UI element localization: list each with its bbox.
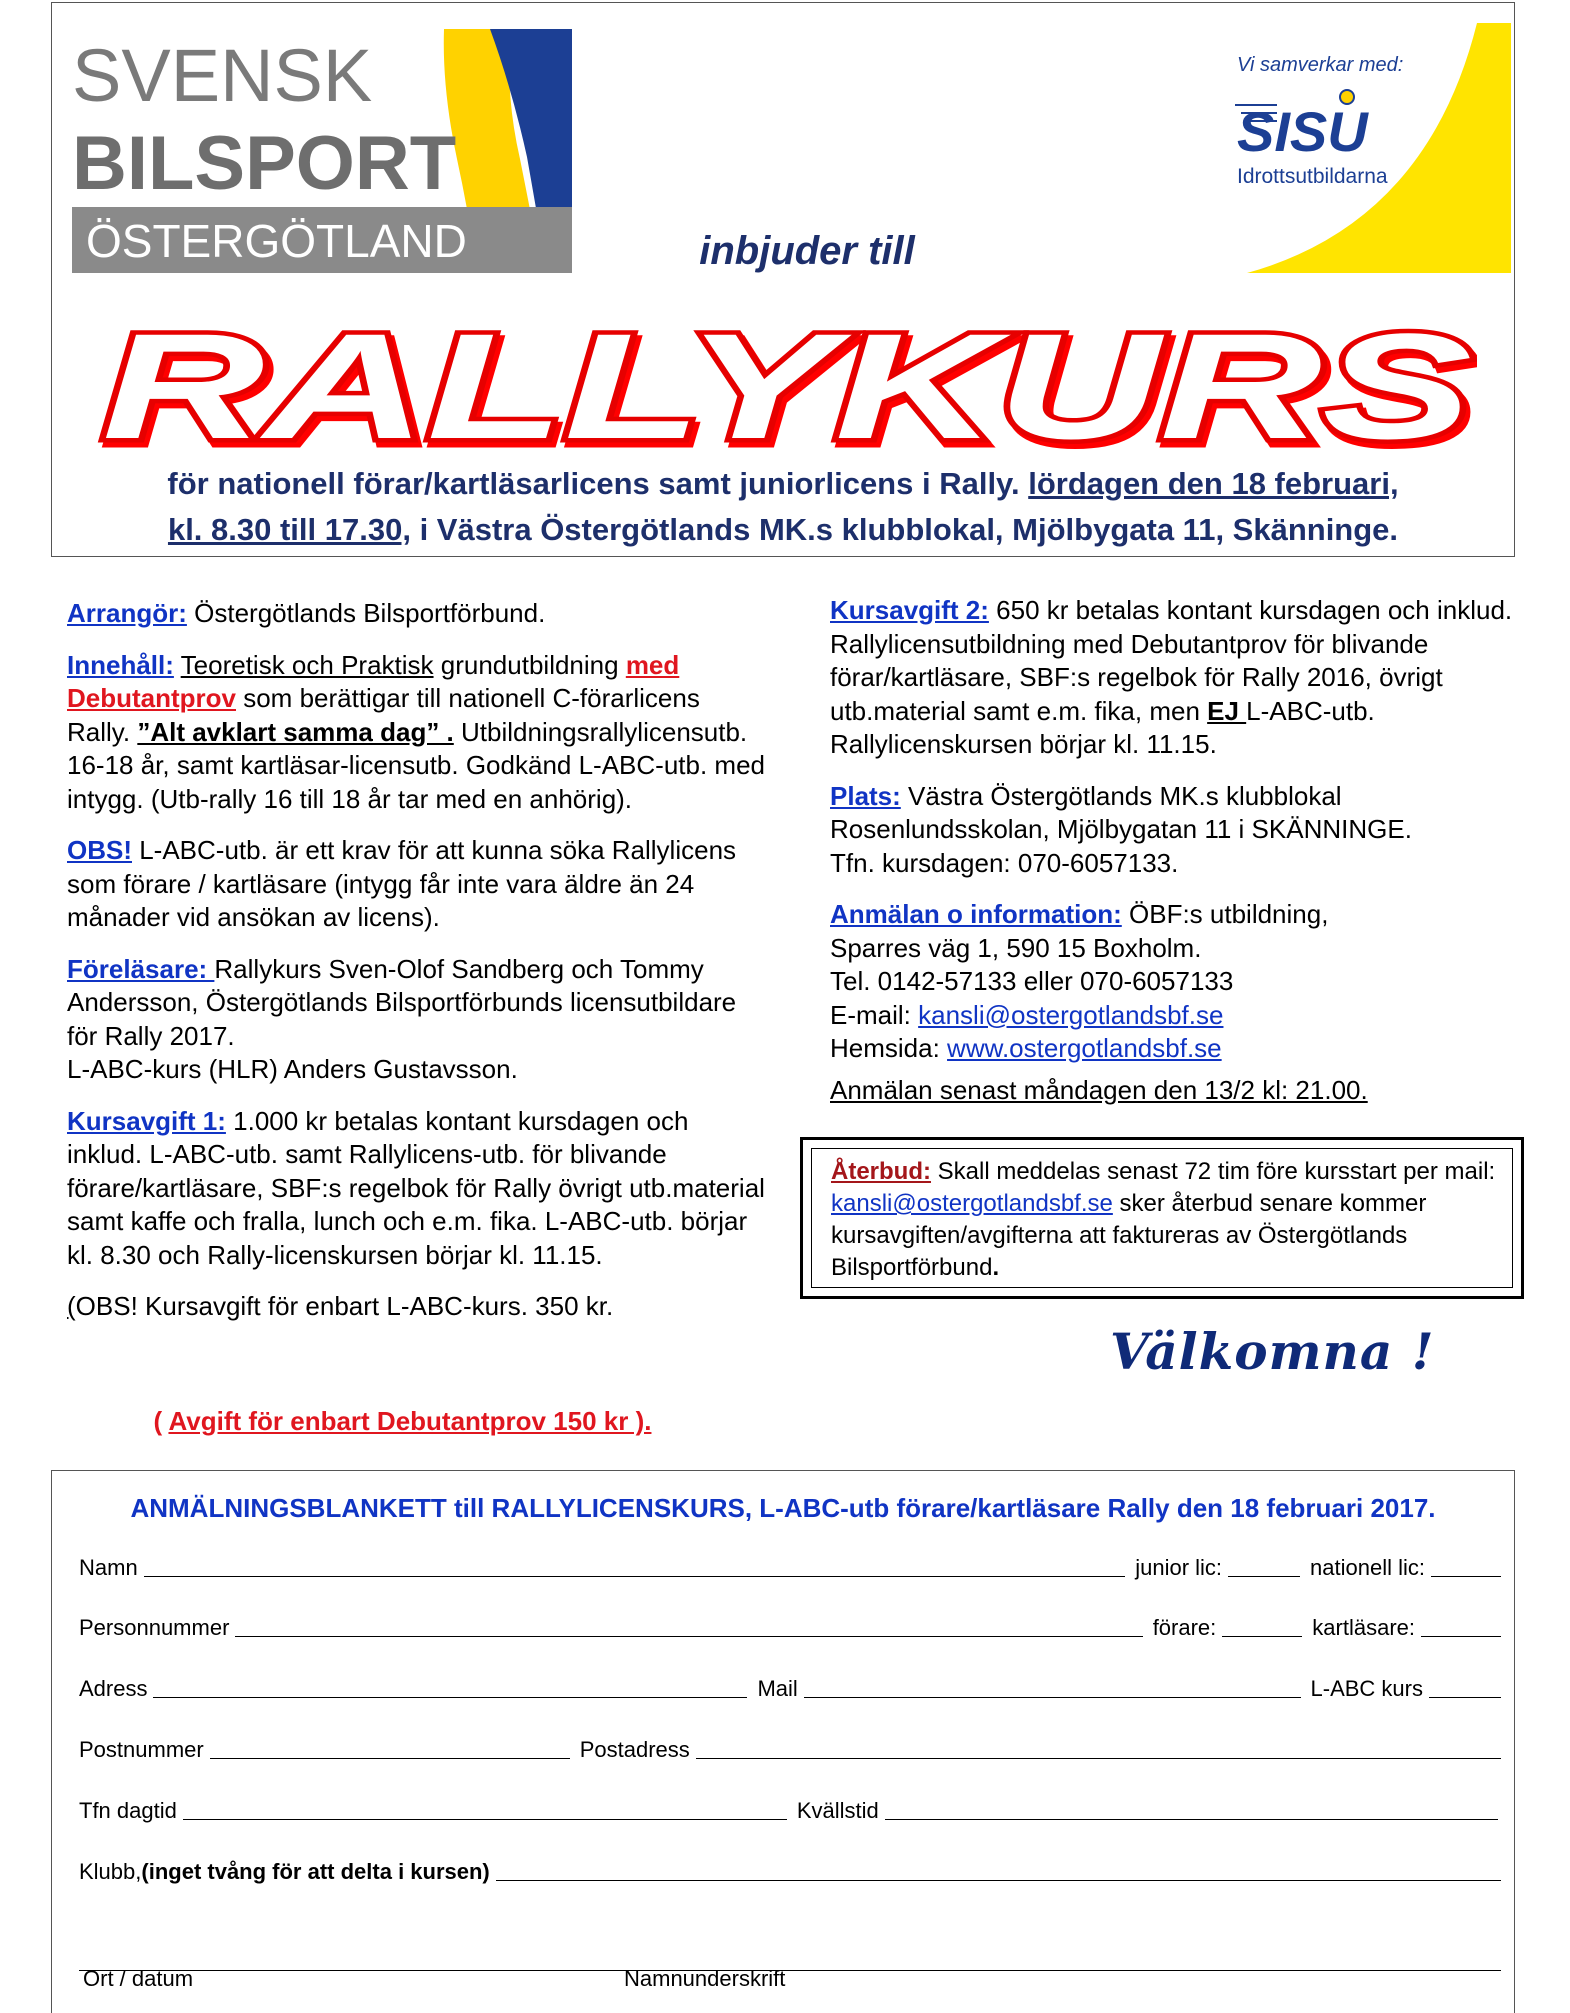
- forelasare-label: Föreläsare:: [67, 953, 215, 984]
- tfn-dagtid-label: Tfn dagtid: [79, 1798, 177, 1823]
- email-link[interactable]: kansli@ostergotlandsbf.se: [918, 999, 1224, 1030]
- innehall-paragraph: [67, 649, 767, 817]
- email-label: E-mail:: [830, 999, 919, 1030]
- kursavgift-1-label: Kursavgift 1:: [67, 1105, 226, 1136]
- forelasare-paragraph: [67, 953, 767, 1087]
- klubb-label: Klubb,: [79, 1859, 142, 1884]
- logo-word-bilsport: BILSPORT: [72, 121, 457, 206]
- forelasare-text-2: L-ABC-kurs (HLR) Anders Gustavsson.: [67, 1054, 518, 1084]
- nationell-lic-label: nationell lic:: [1310, 1555, 1425, 1580]
- debutantprov-fee-note-text: Avgift för enbart Debutantprov 150 kr ).: [168, 1406, 652, 1436]
- kartlasare-label: kartläsare:: [1312, 1615, 1415, 1640]
- plats-phone: Tfn. kursdagen: 070-6057133.: [830, 847, 1179, 878]
- logo-word-svensk: SVENSK: [72, 34, 373, 117]
- labc-kurs-field[interactable]: [1429, 1697, 1501, 1698]
- right-column: [830, 594, 1520, 1125]
- website-label: Hemsida:: [830, 1033, 948, 1063]
- course-time: kl. 8.30 till 17.30,: [167, 512, 411, 547]
- obs-2-paren: (: [67, 1291, 76, 1321]
- klubb-field[interactable]: [496, 1880, 1501, 1881]
- innehall-text-2: som berättigar till nationell C-förarlicens Rally.: [67, 683, 700, 747]
- sisu-brand: SISU: [1237, 100, 1368, 163]
- innehall-text-1: grundutbildning: [433, 649, 626, 680]
- course-location: i Västra Östergötlands MK.s klubblokal, Mjölbygata 11, Skänninge.: [410, 512, 1399, 547]
- form-row-signature-labels: [83, 1966, 1501, 1992]
- innehall-text-3: Utbildningsrallylicensutb. 16-18 år, samt kartläsar-licensutb. Godkänd L-ABC-utb. med intygg. (Utb-rally 16 till 18 år tar med en anhörig).: [67, 716, 765, 814]
- header-line-1-a: för nationell förar/kartläsarlicens samt juniorlicens i Rally.: [167, 466, 1029, 501]
- cancellation-label: Återbud:: [831, 1158, 931, 1185]
- plats-text: Västra Östergötlands MK.s klubblokal Rosenlundsskolan, Mjölbygatan 11 i SKÄNNINGE.: [830, 780, 1412, 844]
- registration-deadline: Anmälan senast måndagen den 13/2 kl: 21.00.: [830, 1074, 1368, 1105]
- plats-paragraph: [830, 780, 1520, 881]
- junior-lic-label: junior lic:: [1135, 1555, 1223, 1580]
- kursavgift-2-label: Kursavgift 2:: [830, 595, 989, 625]
- cancellation-text-1: Skall meddelas senast 72 tim före kursstart per mail:: [930, 1158, 1496, 1185]
- namnunderskrift-label: Namnunderskrift: [624, 1966, 786, 1991]
- sisu-caption: Vi samverkar med:: [1237, 54, 1404, 76]
- kursavgift-2-text-2: L-ABC-utb. Rallylicenskursen börjar kl. 11.15.: [830, 695, 1375, 759]
- sisu-sub: Idrottsutbildarna: [1237, 165, 1388, 188]
- welcome-text: Välkomna !: [1110, 1322, 1435, 1381]
- postadress-label: Postadress: [579, 1737, 690, 1762]
- junior-lic-field[interactable]: [1228, 1576, 1300, 1577]
- innehall-slogan: ”Alt avklart samma dag” .: [137, 716, 454, 747]
- arrangor-paragraph: [67, 597, 767, 631]
- obs-text: L-ABC-utb. är ett krav för att kunna söka Rallylicens som förare / kartläsare (intygg får inte vara äldre än 24 månader vid ansökan av licens).: [67, 835, 737, 932]
- debutantprov-fee-note: [0, 1406, 805, 1437]
- obs-2-text: OBS! Kursavgift för enbart L-ABC-kurs. 350 kr.: [75, 1291, 614, 1321]
- form-row-personnummer: [79, 1615, 1501, 1641]
- kvallstid-field[interactable]: [885, 1819, 1498, 1820]
- form-row-telefon: [79, 1798, 1498, 1824]
- postnummer-field[interactable]: [210, 1758, 570, 1759]
- kursavgift-2-text: 650 kr betalas kontant kursdagen och inklud. Rallylicensutbildning med Debutantprov för blivande förar/kartläsare, SBF:s regelbok för Rally 2016, övrigt utb.material samt e.m. fika, men: [830, 595, 1513, 726]
- arrangor-label: Arrangör:: [67, 598, 187, 628]
- obs-label: OBS!: [67, 835, 132, 865]
- mail-label: Mail: [757, 1676, 798, 1701]
- anmalan-text: ÖBF:s utbildning,: [1121, 899, 1329, 929]
- logo-word-ostergotland: ÖSTERGÖTLAND: [86, 215, 467, 267]
- left-column: [67, 597, 767, 1342]
- website-link[interactable]: www.ostergotlandsbf.se: [947, 1033, 1222, 1063]
- form-title: ANMÄLNINGSBLANKETT till RALLYLICENSKURS, L-ABC-utb förare/kartläsare Rally den 18 februari 2017.: [130, 1493, 1436, 1523]
- form-row-adress: [79, 1676, 1501, 1702]
- invite-text: inbjuder till: [699, 229, 915, 273]
- rallykurs-title: [97, 318, 1477, 453]
- header-box: [51, 2, 1515, 557]
- course-date: lördagen den 18 februari,: [1028, 466, 1399, 501]
- anmalan-phone: Tel. 0142-57133 eller 070-6057133: [830, 966, 1234, 996]
- kartlasare-field[interactable]: [1421, 1636, 1501, 1637]
- personnummer-label: Personnummer: [79, 1615, 230, 1640]
- kursavgift-2-ej: EJ: [1207, 695, 1247, 726]
- cancellation-email-link[interactable]: kansli@ostergotlandsbf.se: [831, 1190, 1113, 1217]
- personnummer-field[interactable]: [235, 1636, 1142, 1637]
- adress-label: Adress: [79, 1676, 148, 1701]
- cancellation-text-2: sker återbud senare kommer kursavgiften/avgifterna att faktureras av Östergötlands Bilsportförbund: [831, 1190, 1427, 1281]
- header-line-1: [52, 461, 1514, 507]
- kursavgift-2-paragraph: [830, 594, 1520, 762]
- postadress-field[interactable]: [696, 1758, 1501, 1759]
- kursavgift-1-paragraph: [67, 1105, 767, 1273]
- kursavgift-1-text: 1.000 kr betalas kontant kursdagen och inklud. L-ABC-utb. samt Rallylicens-utb. för blivande förare/kartläsare, SBF:s regelbok för Rally övrigt utb.material samt kaffe och fralla, lunch och e.m. fika. L-ABC-utb. börjar kl. 8.30 och Rally-licenskursen börjar kl. 11.15.: [67, 1105, 765, 1270]
- klubb-note: (inget tvång för att delta i kursen): [141, 1859, 490, 1884]
- anmalan-paragraph: [830, 898, 1520, 1066]
- anmalan-address: Sparres väg 1, 590 15 Boxholm.: [830, 932, 1202, 963]
- rallykurs-title-text: RALLYKURS: [102, 318, 1472, 453]
- cancellation-dot: .: [992, 1254, 1000, 1281]
- cancellation-inner: [811, 1148, 1513, 1288]
- plats-label: Plats:: [830, 780, 901, 811]
- obs-paragraph: [67, 834, 767, 935]
- namn-field[interactable]: [144, 1576, 1126, 1577]
- obs-2-paragraph: [67, 1290, 767, 1324]
- forelasare-text: Rallykurs Sven-Olof Sandberg och Tommy Andersson, Östergötlands Bilsportförbunds licensutbildare för Rally 2017.: [67, 953, 737, 1051]
- form-row-namn: [79, 1555, 1501, 1581]
- labc-kurs-label: L-ABC kurs: [1310, 1676, 1423, 1701]
- form-row-postnummer: [79, 1737, 1501, 1763]
- adress-field[interactable]: [153, 1697, 747, 1698]
- form-row-klubb: [79, 1859, 1501, 1885]
- forare-label: förare:: [1152, 1615, 1217, 1640]
- tfn-dagtid-field[interactable]: [183, 1819, 787, 1820]
- header-line-2: [52, 507, 1514, 553]
- innehall-label: Innehåll:: [67, 649, 174, 680]
- kvallstid-label: Kvällstid: [796, 1798, 879, 1823]
- innehall-debutantprov: med Debutantprov: [67, 649, 680, 713]
- anmalan-label: Anmälan o information:: [830, 899, 1122, 929]
- ort-datum-label: Ort / datum: [83, 1966, 194, 1991]
- postnummer-label: Postnummer: [79, 1737, 204, 1762]
- header-details: [52, 461, 1514, 553]
- arrangor-text: Östergötlands Bilsportförbund.: [186, 598, 546, 628]
- debutantprov-fee-note-paren: (: [153, 1406, 169, 1436]
- nationell-lic-field[interactable]: [1431, 1576, 1501, 1577]
- forare-field[interactable]: [1222, 1636, 1302, 1637]
- cancellation-box: [800, 1137, 1524, 1299]
- namn-label: Namn: [79, 1555, 138, 1580]
- innehall-tp: Teoretisk och Praktisk: [180, 649, 434, 680]
- mail-field[interactable]: [804, 1697, 1301, 1698]
